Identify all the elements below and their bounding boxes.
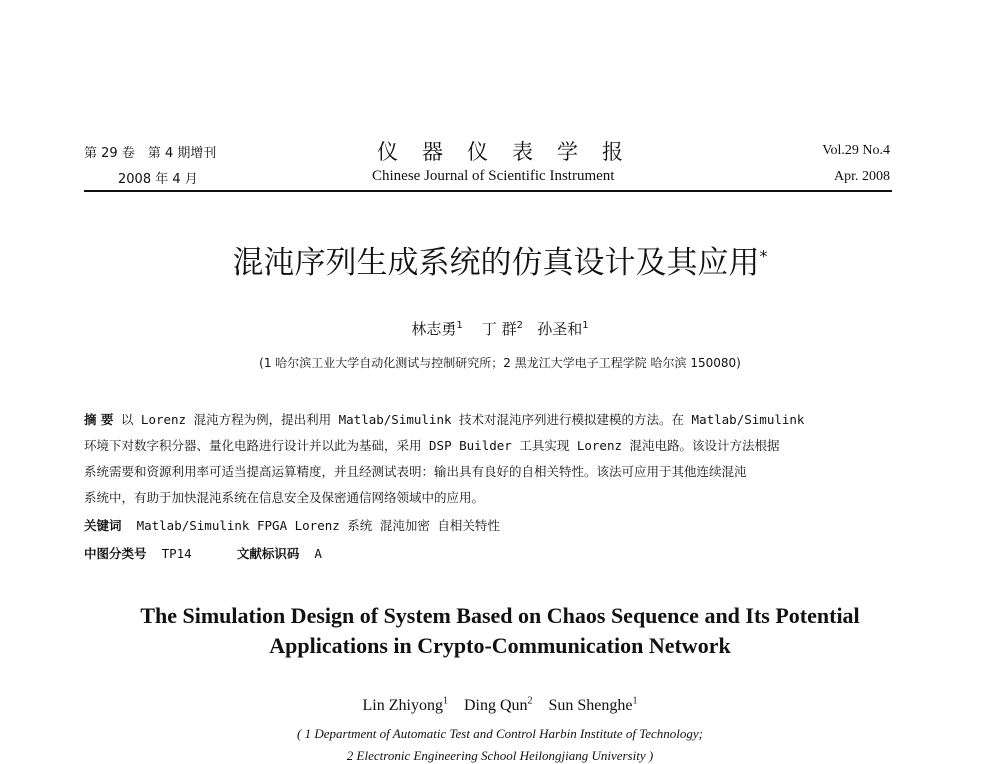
journal-title-cn: 仪器仪表学报 xyxy=(377,140,647,164)
author-cn: 孙圣和$^1$ xyxy=(537,320,589,338)
author-en: Sun Shenghe$^1$ xyxy=(548,695,638,714)
author-en: Ding Qun$^2$ xyxy=(463,695,533,714)
abstract-line-4: 系统中，有助于加快混沌系统在信息安全及保密通信网络领域中的应用。 xyxy=(84,490,485,505)
title-cn: 混沌序列生成系统的仿真设计及其应用* xyxy=(232,245,768,281)
keywords: 关键词 Matlab/Simulink FPGA Lorenz 系统 混沌加密 自相关特性 xyxy=(84,518,500,533)
abstract-line-2: 环境下对数字积分器、量化电路进行设计并以此为基础，采用 DSP Builder 工具实现 Lorenz 混沌电路。该设计方法根据 xyxy=(84,438,780,453)
author-cn: 丁 群$^2$ xyxy=(481,320,523,338)
date-en: Apr. 2008 xyxy=(834,169,890,184)
header-rule xyxy=(84,190,892,192)
affiliation-en-line-2: 2 Electronic Engineering School Heilongjiang University ) xyxy=(346,748,654,763)
authors-cn xyxy=(0,318,1000,339)
date-cn: 2008 年 4 月 xyxy=(118,172,198,187)
classification-label: 中图分类号 xyxy=(84,546,147,561)
volume-en: Vol.29 No.4 xyxy=(822,143,890,158)
abstract-line-1: 摘 要 以 Lorenz 混沌方程为例，提出利用 Matlab/Simulink 技术对混沌序列进行模拟建模的方法。在 Matlab/Simulink xyxy=(84,412,805,427)
author-en: Lin Zhiyong$^1$ xyxy=(362,695,448,714)
affiliation-cn: (1 哈尔滨工业大学自动化测试与控制研究所；2 黑龙江大学电子工程学院 哈尔滨 150080) xyxy=(259,356,741,370)
abstract-label: 摘 要 xyxy=(84,412,114,427)
title-en-line-2: Applications in Crypto-Communication Network xyxy=(269,633,731,658)
volume-issue: 第 29 卷 第 4 期增刊 xyxy=(84,146,217,161)
abstract-line-3: 系统需要和资源利用率可适当提高运算精度，并且经测试表明：输出具有良好的自相关特性。该法可应用于其他连续混沌 xyxy=(84,464,747,479)
doc-code-label: 文献标识码 xyxy=(236,546,300,561)
classification: 中图分类号 TP14 文献标识码 A xyxy=(84,546,322,561)
authors-en xyxy=(0,697,1000,715)
author-cn: 林志勇$^1$ xyxy=(411,320,463,338)
keywords-label: 关键词 xyxy=(84,518,122,533)
affiliation-en-line-1: ( 1 Department of Automatic Test and Control Harbin Institute of Technology; xyxy=(296,726,703,741)
title-en-line-1: The Simulation Design of System Based on Chaos Sequence and Its Potential xyxy=(140,603,860,628)
journal-title-en: Chinese Journal of Scientific Instrument xyxy=(372,168,615,184)
